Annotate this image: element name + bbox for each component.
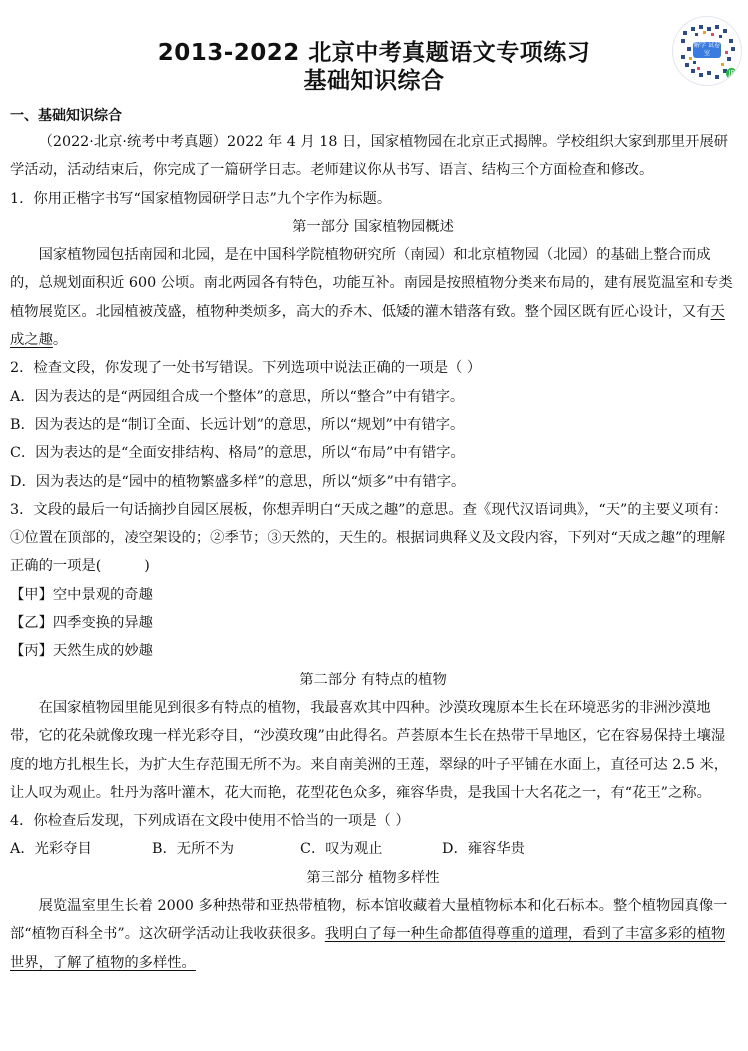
document-title: 2013-2022 北京中考真题语文专项练习	[157, 40, 591, 66]
part3-text: 展览温室里生长着 2000 多种热带和亚热带植物，标本馆收藏着大量植物标本和化石标本。整个植物园真像一部“植物百科全书”。这次研学活动让我收获很多。	[10, 898, 728, 943]
question-2-option-b: B．因为表达的是“制订全面、长远计划”的意思，所以“规划”中有错字。	[10, 416, 465, 433]
part3-paragraph	[10, 892, 736, 977]
part3-heading: 第三部分 植物多样性	[306, 869, 440, 886]
question-3-option-jia: 【甲】空中景观的奇趣	[10, 586, 153, 603]
question-4-option-b: B．无所不为	[152, 841, 234, 858]
part2-paragraph: 在国家植物园里能见到很多有特点的植物，我最喜欢其中四种。沙漠玫瑰原本生长在环境恶劣的非洲沙漠地带，它的花朵就像玫瑰一样光彩夺目，“沙漠玫瑰”由此得名。芦荟原本生长在热带干旱地区，它在容易保持土壤湿度的地方扎根生长，为扩大生存范围无所不为。来自南美洲的王莲，翠绿的叶子平铺在水面上，直径可达 2.5 米，让人叹为观止。牡丹为落叶灌木，花大而艳，花型花色众多，雍容华贵，是我国十大名花之一，有“花王”之称。	[10, 699, 729, 801]
part3-underlined-text: 我明白了每一种生命都值得尊重的道理，看到了丰富多彩的植物世界，了解了植物的多样性。	[10, 926, 726, 971]
question-2-option-a: A．因为表达的是“两园组合成一个整体”的意思，所以“整合”中有错字。	[10, 388, 465, 405]
question-4-option-a: A．光彩夺目	[10, 841, 92, 858]
question-4-options	[10, 835, 736, 863]
question-4-option-d: D．雍容华贵	[442, 841, 525, 858]
question-3-stem: 3．文段的最后一句话摘抄自园区展板，你想弄明白“天成之趣”的意思。查《现代汉语词典》，“天”的主要义项有：①位置在顶部的，凌空架设的；②季节；③天然的，天生的。根据词典释义及文段内容，下列对“天成之趣”的理解正确的一项是( )	[10, 501, 728, 575]
qr-brand-label: 解学 试卷室	[694, 42, 720, 57]
part1-paragraph	[10, 241, 736, 354]
document-body	[10, 104, 736, 977]
part1-underlined-text: 天成之趣	[10, 303, 725, 349]
part1-text-end: 。	[52, 332, 68, 349]
section-heading: 一、基础知识综合	[10, 108, 122, 124]
question-2-stem: 2．检查文段，你发现了一处书写错误。下列选项中说法正确的一项是（ ）	[10, 360, 482, 377]
question-2-option-d: D．因为表达的是“园中的植物繁盛多样”的意思，所以“烦多”中有错字。	[10, 473, 466, 490]
intro-paragraph: （2022·北京·统考中考真题）2022 年 4 月 18 日，国家植物园在北京正式揭牌。学校组织大家到那里开展研学活动，活动结束后，你完成了一篇研学日志。老师建议你从书写、语言、结构三个方面检查和修改。	[10, 134, 729, 179]
question-3-option-bing: 【丙】天然生成的妙趣	[10, 643, 153, 660]
part2-heading: 第二部分 有特点的植物	[299, 671, 447, 688]
qr-badge: JP	[726, 68, 737, 79]
document-subtitle: 基础知识综合	[303, 68, 445, 94]
question-4-option-c: C．叹为观止	[300, 841, 383, 858]
qr-code-icon	[672, 16, 742, 86]
question-1: 1．你用正楷字书写“国家植物园研学日志”九个字作为标题。	[10, 190, 392, 207]
question-4-stem: 4．你检查后发现，下列成语在文段中使用不恰当的一项是（ ）	[10, 813, 410, 830]
question-2-option-c: C．因为表达的是“全面安排结构、格局”的意思，所以“布局”中有错字。	[10, 445, 465, 462]
part1-text: 国家植物园包括南园和北园，是在中国科学院植物研究所（南园）和北京植物园（北园）的基础上整合而成的，总规划面积近 600 公顷。南北两园各有特色，功能互补。南园是按照植物分类来布局的，建有展览温室和专类植物展览区。北园植被茂盛，植物种类烦多，高大的乔木、低矮的灌木错落有致。整个园区既有匠心设计，又有	[10, 247, 733, 320]
part1-heading: 第一部分 国家植物园概述	[292, 218, 454, 235]
question-3-option-yi: 【乙】四季变换的异趣	[10, 615, 153, 632]
